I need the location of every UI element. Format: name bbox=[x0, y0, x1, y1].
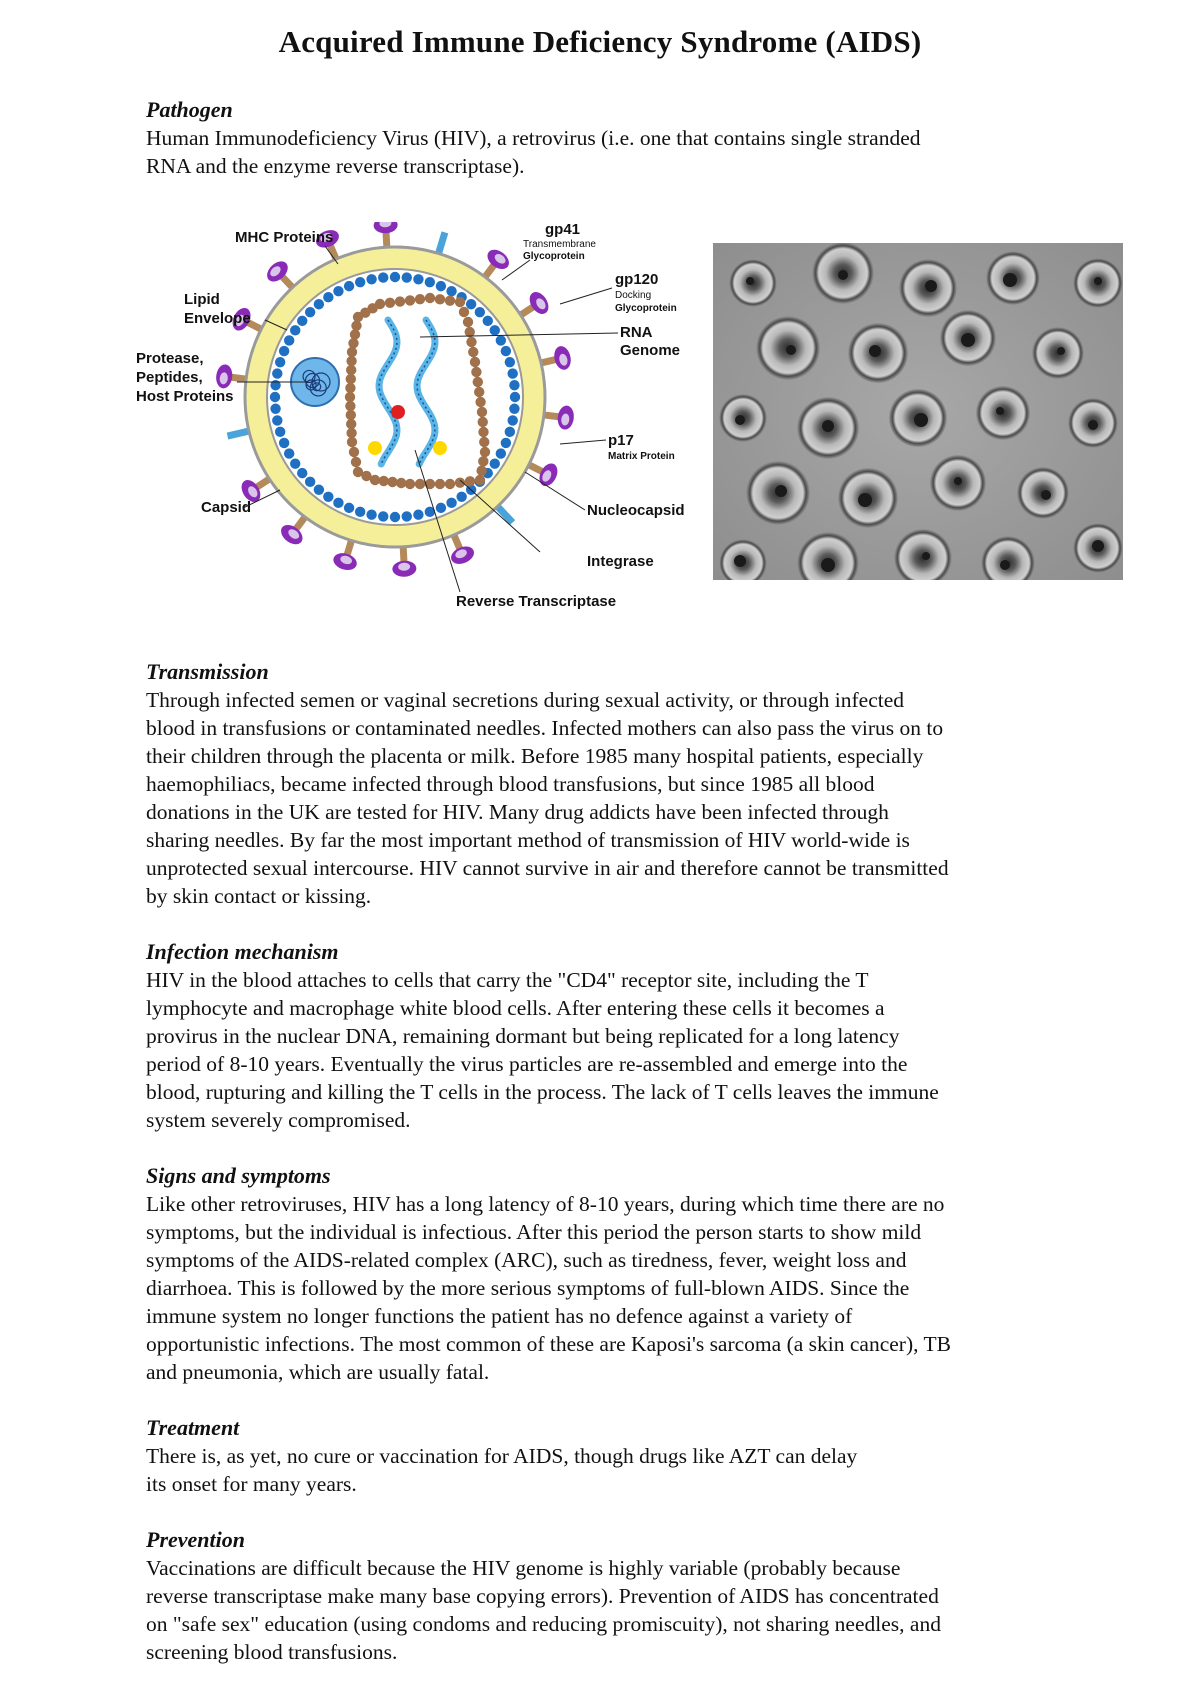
capsid-bead bbox=[474, 387, 484, 397]
virus-particle-core bbox=[746, 277, 754, 285]
virus-particle-core bbox=[775, 485, 787, 497]
capsid-bead bbox=[351, 457, 361, 467]
capsid-bead bbox=[346, 365, 356, 375]
virus-particle-core bbox=[822, 420, 834, 432]
capsid-bead bbox=[387, 477, 397, 487]
section-text: HIV in the blood attaches to cells that carry the "CD4" receptor site, including the T lymphocyte and macrophage white blood cells. After entering these cells it becomes a provirus in the nuclear DNA, remaining dormant but being replicated for a long latency period of 8-10 years. Eventually the virus particles are re-assembled and emerge into the blood, rupturing and killing the T cells in the process. The lack of T cells leaves the immune system severely compromised. bbox=[146, 968, 939, 1132]
label-gp120-sub2: Glycoprotein bbox=[615, 303, 677, 314]
capsid-bead bbox=[345, 401, 355, 411]
capsid-bead bbox=[479, 437, 489, 447]
capsid-bead bbox=[345, 392, 355, 402]
capsid-bead bbox=[396, 478, 406, 488]
section-prevention bbox=[146, 1526, 1076, 1666]
label-lipid: Lipid bbox=[184, 291, 220, 308]
capsid-bead bbox=[405, 479, 415, 489]
p17-matrix-bead bbox=[509, 380, 519, 390]
p17-matrix-bead bbox=[501, 438, 511, 448]
capsid-bead bbox=[455, 297, 465, 307]
p17-matrix-bead bbox=[507, 415, 517, 425]
p17-matrix-bead bbox=[425, 277, 435, 287]
p17-matrix-bead bbox=[314, 299, 324, 309]
label-capsid: Capsid bbox=[201, 499, 252, 516]
p17-matrix-bead bbox=[378, 511, 388, 521]
capsid-bead bbox=[346, 419, 356, 429]
virus-particle-core bbox=[1041, 490, 1051, 500]
capsid-bead bbox=[345, 383, 355, 393]
virus-particle-core bbox=[1094, 277, 1102, 285]
capsid-bead bbox=[473, 377, 483, 387]
p17-matrix-bead bbox=[483, 316, 493, 326]
virion-illustration bbox=[215, 222, 575, 577]
p17-matrix-bead bbox=[378, 272, 388, 282]
p17-matrix-bead bbox=[275, 357, 285, 367]
capsid-bead bbox=[385, 298, 395, 308]
label-gp41: gp41 bbox=[545, 222, 581, 238]
section-heading: Transmission bbox=[146, 659, 269, 684]
label-rna: RNA bbox=[620, 324, 653, 341]
p17-matrix-bead bbox=[501, 346, 511, 356]
section-heading: Signs and symptoms bbox=[146, 1163, 331, 1188]
capsid-bead bbox=[468, 347, 478, 357]
capsid-bead bbox=[445, 295, 455, 305]
capsid-bead bbox=[350, 329, 360, 339]
electron-micrograph bbox=[713, 243, 1123, 580]
capsid-bead bbox=[405, 295, 415, 305]
p17-matrix-bead bbox=[284, 448, 294, 458]
capsid-bead bbox=[475, 397, 485, 407]
label-host-proteins: Host Proteins bbox=[136, 388, 234, 405]
label-genome: Genome bbox=[620, 342, 681, 359]
section-text: Human Immunodeficiency Virus (HIV), a retrovirus (i.e. one that contains single stranded RNA and the enzyme reverse transcriptase). bbox=[146, 126, 921, 178]
virus-particle-core bbox=[1057, 347, 1065, 355]
virus-particle-core bbox=[858, 493, 872, 507]
capsid-bead bbox=[425, 293, 435, 303]
capsid-bead bbox=[478, 456, 488, 466]
capsid-bead bbox=[351, 321, 361, 331]
page-title: Acquired Immune Deficiency Syndrome (AIDS) bbox=[278, 24, 922, 59]
virus-particle-core bbox=[961, 333, 975, 347]
section-heading: Pathogen bbox=[146, 97, 233, 122]
capsid-bead bbox=[348, 338, 358, 348]
section-signs-and-symptoms bbox=[146, 1162, 1076, 1386]
label-matrix-protein: Matrix Protein bbox=[608, 451, 675, 462]
capsid-bead bbox=[470, 357, 480, 367]
p17-matrix-bead bbox=[413, 509, 423, 519]
label-gp41-sub1: Transmembrane bbox=[523, 239, 596, 250]
p17-matrix-bead bbox=[333, 286, 343, 296]
virus-particle-core bbox=[996, 407, 1004, 415]
p17-matrix-bead bbox=[456, 492, 466, 502]
virus-particle-core bbox=[914, 413, 928, 427]
p17-matrix-bead bbox=[402, 511, 412, 521]
capsid-bead bbox=[370, 475, 380, 485]
label-integrase: Integrase bbox=[587, 553, 654, 570]
label-mhc-proteins: MHC Proteins bbox=[235, 229, 334, 246]
gp41-stalk bbox=[439, 232, 445, 253]
capsid-bead bbox=[478, 417, 488, 427]
p17-matrix-bead bbox=[436, 503, 446, 513]
capsid-bead bbox=[346, 410, 356, 420]
p17-matrix-bead bbox=[446, 286, 456, 296]
capsid-bead bbox=[476, 465, 486, 475]
capsid-bead bbox=[346, 356, 356, 366]
gp41-stalk bbox=[227, 431, 248, 436]
section-text: Like other retroviruses, HIV has a long latency of 8-10 years, during which time there are no symptoms, but the individual is infectious. After this period the person starts to show mild symptoms of the AIDS-related complex (ARC), such as tiredness, fever, weight loss and diarrhoea. This is followed by the more serious symptoms of full-blown AIDS. Since the immune system no longer functions the patient has no defence against a variety of opportunistic infections. The most common of these are Kaposi's sarcoma (a skin cancer), TB and pneumonia, which are usually fatal. bbox=[146, 1192, 951, 1384]
label-p17: p17 bbox=[608, 432, 634, 449]
section-infection-mechanism bbox=[146, 938, 1076, 1134]
capsid-bead bbox=[478, 427, 488, 437]
virus-particle-core bbox=[1088, 420, 1098, 430]
p17-matrix-bead bbox=[496, 448, 506, 458]
p17-matrix-bead bbox=[390, 512, 400, 522]
p17-matrix-bead bbox=[314, 485, 324, 495]
capsid-bead bbox=[471, 367, 481, 377]
p17-matrix-bead bbox=[323, 492, 333, 502]
p17-matrix-bead bbox=[270, 392, 280, 402]
p17-matrix-bead bbox=[284, 335, 294, 345]
capsid-bead bbox=[346, 374, 356, 384]
capsid-bead bbox=[347, 347, 357, 357]
section-heading: Treatment bbox=[146, 1415, 240, 1440]
p17-matrix-bead bbox=[355, 277, 365, 287]
label-peptides: Peptides, bbox=[136, 369, 203, 386]
leader-line bbox=[560, 288, 612, 304]
capsid-bead bbox=[379, 476, 389, 486]
p17-matrix-bead bbox=[475, 307, 485, 317]
label-envelope: Envelope bbox=[184, 310, 251, 327]
p17-matrix-bead bbox=[279, 346, 289, 356]
p17-matrix-bead bbox=[366, 509, 376, 519]
p17-matrix-bead bbox=[344, 503, 354, 513]
capsid-bead bbox=[480, 447, 490, 457]
p17-matrix-bead bbox=[505, 357, 515, 367]
capsid-bead bbox=[415, 294, 425, 304]
p17-matrix-bead bbox=[272, 368, 282, 378]
p17-matrix-bead bbox=[390, 272, 400, 282]
section-text: Through infected semen or vaginal secretions during sexual activity, or through infected blood in transfusions or contaminated needles. Infected mothers can also pass the virus on to their children through the placenta or milk. Before 1985 many hospital patients, especially haemophiliacs, became infected through blood transfusions, but since 1985 all blood donations in the UK are tested for HIV. Many drug addicts have been infected through sharing needles. By far the most important method of transmission of HIV world-wide is unprotected sexual intercourse. HIV cannot survive in air and therefore cannot be transmitted by skin contact or kissing. bbox=[146, 688, 949, 908]
capsid-bead bbox=[463, 317, 473, 327]
label-gp41-sub2: Glycoprotein bbox=[523, 251, 585, 262]
capsid-bead bbox=[465, 476, 475, 486]
virus-particle-core bbox=[925, 280, 937, 292]
capsid-bead bbox=[349, 447, 359, 457]
capsid-bead bbox=[347, 437, 357, 447]
virus-particle-core bbox=[786, 345, 796, 355]
virus-particle-core bbox=[1003, 273, 1017, 287]
p17-matrix-bead bbox=[290, 325, 300, 335]
p17-matrix-bead bbox=[490, 458, 500, 468]
p17-matrix-bead bbox=[505, 427, 515, 437]
p17-matrix-bead bbox=[402, 272, 412, 282]
p17-matrix-bead bbox=[355, 507, 365, 517]
virus-particle-core bbox=[1092, 540, 1104, 552]
capsid-bead bbox=[435, 479, 445, 489]
section-pathogen bbox=[146, 96, 1076, 180]
p17-matrix-bead bbox=[509, 404, 519, 414]
capsid-bead bbox=[415, 479, 425, 489]
p17-matrix-bead bbox=[272, 415, 282, 425]
p17-matrix-bead bbox=[323, 292, 333, 302]
p17-matrix-bead bbox=[490, 325, 500, 335]
virus-particle-core bbox=[838, 270, 848, 280]
p17-matrix-bead bbox=[446, 498, 456, 508]
p17-matrix-bead bbox=[297, 468, 307, 478]
integrase-enzyme bbox=[433, 441, 447, 455]
reverse-transcriptase-enzyme bbox=[391, 405, 405, 419]
p17-matrix-bead bbox=[510, 392, 520, 402]
p17-matrix-bead bbox=[270, 404, 280, 414]
p17-matrix-bead bbox=[436, 281, 446, 291]
capsid-bead bbox=[353, 312, 363, 322]
capsid-bead bbox=[459, 307, 469, 317]
virus-particle-core bbox=[734, 555, 746, 567]
p17-matrix-bead bbox=[496, 335, 506, 345]
hiv-structure-diagram bbox=[130, 222, 700, 622]
p17-matrix-bead bbox=[466, 299, 476, 309]
label-protease: Protease, bbox=[136, 350, 204, 367]
p17-matrix-bead bbox=[290, 458, 300, 468]
virus-particle-core bbox=[922, 552, 930, 560]
capsid-bead bbox=[435, 294, 445, 304]
label-gp120: gp120 bbox=[615, 271, 659, 288]
section-text: There is, as yet, no cure or vaccination for AIDS, though drugs like AZT can delay its onset for many years. bbox=[146, 1444, 858, 1496]
p17-matrix-bead bbox=[333, 498, 343, 508]
section-heading: Prevention bbox=[146, 1527, 245, 1552]
p17-matrix-bead bbox=[305, 477, 315, 487]
p17-matrix-bead bbox=[413, 274, 423, 284]
label-nucleocapsid: Nucleocapsid bbox=[587, 502, 685, 519]
p17-matrix-bead bbox=[297, 316, 307, 326]
virus-particle-core bbox=[954, 477, 962, 485]
section-treatment bbox=[146, 1414, 1076, 1498]
capsid-bead bbox=[475, 475, 485, 485]
virus-particle-core bbox=[1000, 560, 1010, 570]
virus-particle-core bbox=[735, 415, 745, 425]
p17-matrix-bead bbox=[275, 427, 285, 437]
integrase-enzyme bbox=[368, 441, 382, 455]
p17-matrix-bead bbox=[507, 368, 517, 378]
label-gp120-sub1: Docking bbox=[615, 290, 652, 301]
section-transmission bbox=[146, 658, 1076, 910]
capsid-bead bbox=[346, 428, 356, 438]
capsid-bead bbox=[445, 479, 455, 489]
p17-matrix-bead bbox=[305, 307, 315, 317]
capsid-bead bbox=[425, 479, 435, 489]
virus-particle-core bbox=[869, 345, 881, 357]
capsid-bead bbox=[395, 296, 405, 306]
p17-matrix-bead bbox=[279, 438, 289, 448]
capsid-bead bbox=[466, 337, 476, 347]
virus-particle-core bbox=[821, 558, 835, 572]
p17-matrix-bead bbox=[344, 281, 354, 291]
p17-matrix-bead bbox=[366, 274, 376, 284]
label-reverse-transcriptase: Reverse Transcriptase bbox=[456, 593, 617, 610]
capsid-bead bbox=[477, 407, 487, 417]
section-text: Vaccinations are difficult because the HIV genome is highly variable (probably because reverse transcriptase make many base copying errors). Prevention of AIDS has concentrated on "safe sex" education (using condoms and reducing promiscuity), not sharing needles, and screening blood transfusions. bbox=[146, 1556, 941, 1664]
section-heading: Infection mechanism bbox=[146, 939, 339, 964]
leader-line bbox=[560, 440, 606, 444]
